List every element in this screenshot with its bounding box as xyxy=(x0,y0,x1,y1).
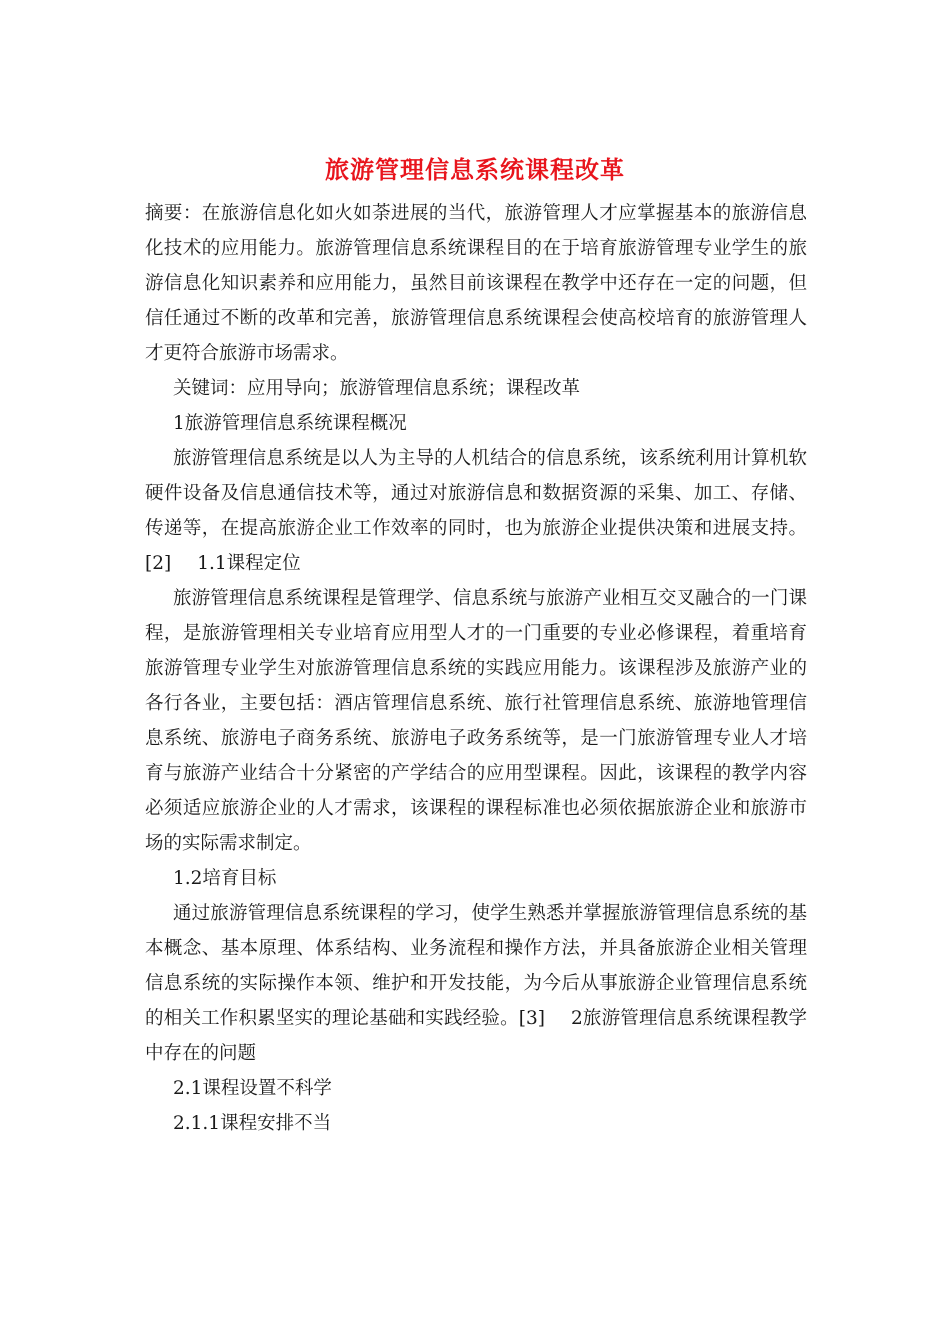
section-1-2-paragraph xyxy=(145,896,807,1071)
section-2-heading: 2旅游管理信息系统课程教学中存在的问题 xyxy=(145,1008,807,1064)
section-1-2-text: 通过旅游管理信息系统课程的学习，使学生熟悉并掌握旅游管理信息系统的基本概念、基本原理、体系结构、业务流程和操作方法，并具备旅游企业相关管理信息系统的实际操作本领、维护和开发技能，为今后从事旅游企业管理信息系统的相关工作积累坚实的理论基础和实践经验。[3] xyxy=(145,903,807,1029)
document-title: 旅游管理信息系统课程改革 xyxy=(325,155,625,184)
section-1-paragraph xyxy=(145,441,807,581)
section-1-2-heading: 1.2培育目标 xyxy=(173,868,277,889)
section-2-1-1-heading: 2.1.1课程安排不当 xyxy=(173,1113,332,1134)
section-1-text: 旅游管理信息系统是以人为主导的人机结合的信息系统，该系统利用计算机软硬件设备及信息通信技术等，通过对旅游信息和数据资源的采集、加工、存储、传递等，在提高旅游企业工作效率的同时，也为旅游企业提供决策和进展支持。[2] xyxy=(145,448,807,574)
keywords-paragraph: 关键词：应用导向；旅游管理信息系统；课程改革 xyxy=(173,378,581,399)
section-1-1-paragraph: 旅游管理信息系统课程是管理学、信息系统与旅游产业相互交叉融合的一门课程，是旅游管理相关专业培育应用型人才的一门重要的专业必修课程，着重培育旅游管理专业学生对旅游管理信息系统的实践应用能力。该课程涉及旅游产业的各行各业，主要包括：酒店管理信息系统、旅行社管理信息系统、旅游地管理信息系统、旅游电子商务系统、旅游电子政务系统等，是一门旅游管理专业人才培育与旅游产业结合十分紧密的产学结合的应用型课程。因此，该课程的教学内容必须适应旅游企业的人才需求，该课程的课程标准也必须依据旅游企业和旅游市场的实际需求制定。 xyxy=(145,588,807,854)
section-2-1-heading: 2.1课程设置不科学 xyxy=(173,1078,332,1099)
document-body xyxy=(145,196,807,1141)
abstract-paragraph: 摘要：在旅游信息化如火如荼进展的当代，旅游管理人才应掌握基本的旅游信息化技术的应用能力。旅游管理信息系统课程目的在于培育旅游管理专业学生的旅游信息化知识素养和应用能力，虽然目前该课程在教学中还存在一定的问题，但信任通过不断的改革和完善，旅游管理信息系统课程会使高校培育的旅游管理人才更符合旅游市场需求。 xyxy=(145,203,807,364)
section-1-1-heading: 1.1课程定位 xyxy=(197,553,301,574)
section-1-heading: 1旅游管理信息系统课程概况 xyxy=(173,413,407,434)
